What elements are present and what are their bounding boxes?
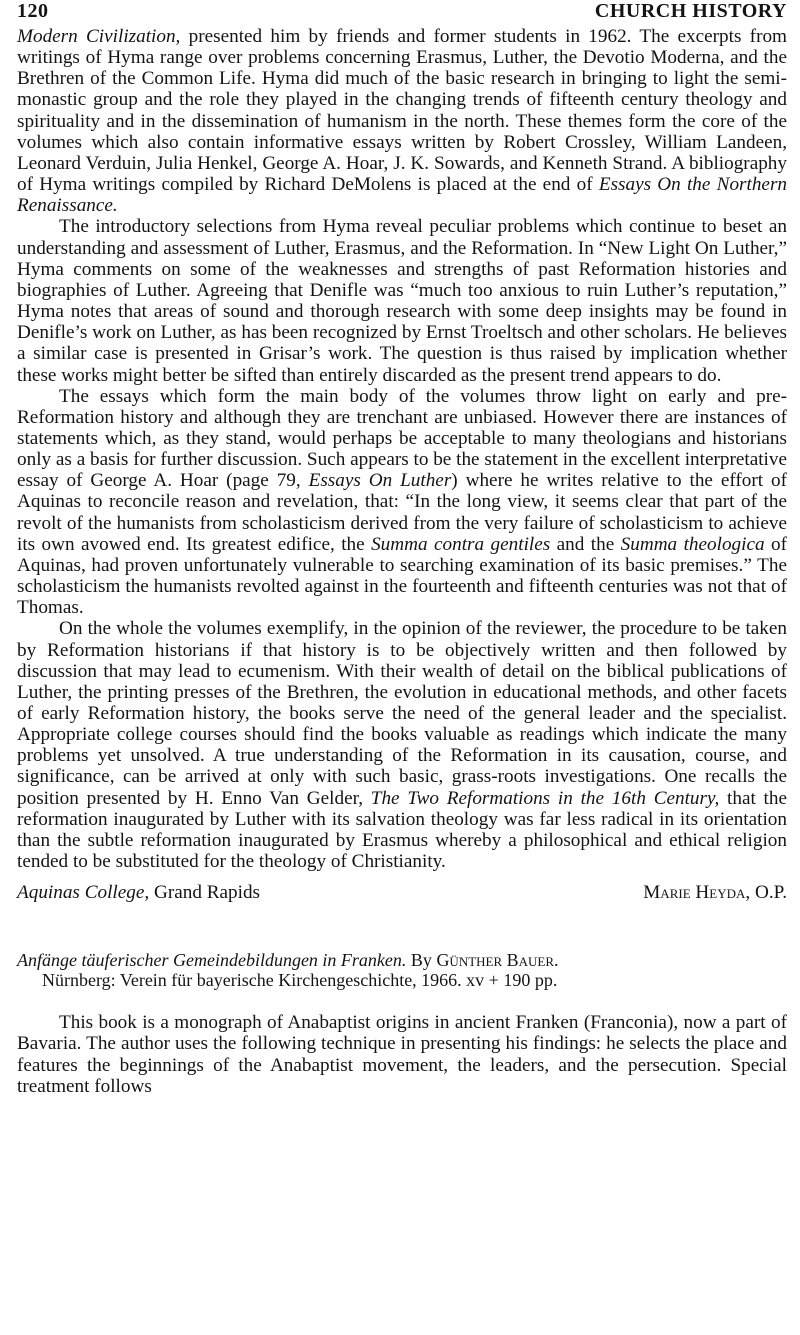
review-body-text <box>17 26 787 872</box>
paragraph-text: The introductory selections from Hyma reveal peculiar problems which continue to beset an understanding and assessment of Luther, Erasmus, and the Reformation. In “New Light On Luther,” Hyma comments on some of the weaknesses and strengths of past Reformation histories and biographies of Luther. Agreeing that Denifle was “much too anxious to ruin Luther’s reputation,” Hyma notes that areas of sound and thorough research with some deep insights may be found in Denifle’s work on Luther, as has been recognized by Ernst Troeltsch and other scholars. He believes a similar case is presented in Grisar’s work. The question is thus raised by implication whether these works might better be sifted than entirely discarded as the present trend appears to do. <box>17 216 787 386</box>
reviewer-name: Marie Heyda, O.P. <box>643 882 787 904</box>
paragraph-text: This book is a monograph of Anabaptist origins in ancient Franken (Franconia), now a part of Bavaria. The author uses the following technique in presenting his findings: he selects the place and features the beginnings of the Anabaptist movement, the leaders, and the persecution. Special treatment follows <box>17 1012 787 1097</box>
paragraph-3 <box>17 386 787 619</box>
paragraph-2 <box>17 216 787 385</box>
city-name: Grand Rapids <box>149 882 261 904</box>
paragraph-text: that the reformation inaugurated by Luther with its salvation theology was far less radical in its orientation than the subtle reformation inaugurated by Erasmus whereby a philosophical and ethical religion tended to be substituted for the theology of Christianity. <box>17 787 787 873</box>
reviewer-signature <box>17 882 787 904</box>
work-title: Summa theologica <box>620 533 765 555</box>
paragraph-text: presented him by friends and former students in 1962. The excerpts from writings of Hyma range over problems concerning Erasmus, Luther, the Devotio Moderna, and the Brethren of the Common Life. Hyma did much of the basic research in bringing to light the semi-monastic group and the role they played in the changing trends of fifteenth century theology and spirituality and in the dissemination of humanism in the north. These themes form the core of the volumes which also contain informative essays written by Robert Crossley, William Landeen, Leonard Verduin, Julia Henkel, George A. Hoar, J. K. Sowards, and Kenneth Strand. A bibliography of Hyma writings compiled by Richard DeMolens is placed at the end of <box>17 26 787 196</box>
paragraph-text: ) where he writes relative to the effort of Aquinas to reconcile reason and revelation, that: “In the long view, it seems clear that part of the revolt of the humanists from scholasticism derived from the very failure of scholasticism to achieve its own avowed end. Its greatest edifice, the <box>17 470 787 555</box>
paragraph-text: of Aquinas, had proven unfortunately vulnerable to searching examination of its basic premises.” The scholasticism the humanists revolted against in the fourteenth and fifteenth centuries was not that of Thomas. <box>17 533 787 619</box>
book-title: Essays On the Northern Renaissance. <box>17 174 788 217</box>
paragraph-4 <box>17 618 787 872</box>
paragraph-text: On the whole the volumes exemplify, in the opinion of the reviewer, the procedure to be taken by Reformation historians if that history is to be objectively written and then followed by discussion that may lead to ecumenism. With their wealth of detail on the biblical publications of Luther, the printing presses of the Brethren, the evolution in educational methods, and other facets of early Reformation history, the books serve the need of the general leader and the specialist. Appropriate college courses should find the books valuable as readings which indicate the many problems yet unsolved. A true understanding of the Reformation in its causation, course, and significance, can be arrived at only with such basic, grass-roots investigations. One recalls the position presented by H. Enno Van Gelder, <box>17 618 787 809</box>
by-label: By <box>406 950 437 971</box>
page-number: 120 <box>17 0 49 22</box>
running-head: CHURCH HISTORY <box>594 0 787 22</box>
page-header <box>17 0 787 26</box>
book-title: The Two Reformations in the 16th Century, <box>370 787 720 809</box>
publication-details: Nürnberg: Verein für bayerische Kirchengeschichte, 1966. xv + 190 pp. <box>42 970 558 991</box>
institution-name: Aquinas College, <box>17 882 150 904</box>
reviewed-book-title: Anfänge täuferischer Gemeindebildungen in Franken. <box>17 950 407 971</box>
reviewer-affiliation <box>17 882 260 904</box>
book-title: Modern Civilization, <box>17 26 181 47</box>
paragraph-text: The essays which form the main body of the volumes throw light on early and pre-Reformation history and although they are trenchant are unbiased. However there are instances of statements which, as they stand, would perhaps be acceptable to many theologians and historians only as a basis for further discussion. Such appears to be the statement in the excellent interpretative essay of George A. Hoar (page 79, <box>17 385 787 492</box>
next-review-body <box>17 1012 787 1097</box>
next-review-heading <box>17 950 787 990</box>
paragraph-5 <box>17 1012 787 1097</box>
work-title: Summa contra gentiles <box>371 533 551 555</box>
book-title: Essays On Luther <box>308 470 452 492</box>
book-author: Günther Bauer. <box>436 950 559 971</box>
paragraph-1 <box>17 26 787 216</box>
paragraph-text: and the <box>550 533 621 555</box>
